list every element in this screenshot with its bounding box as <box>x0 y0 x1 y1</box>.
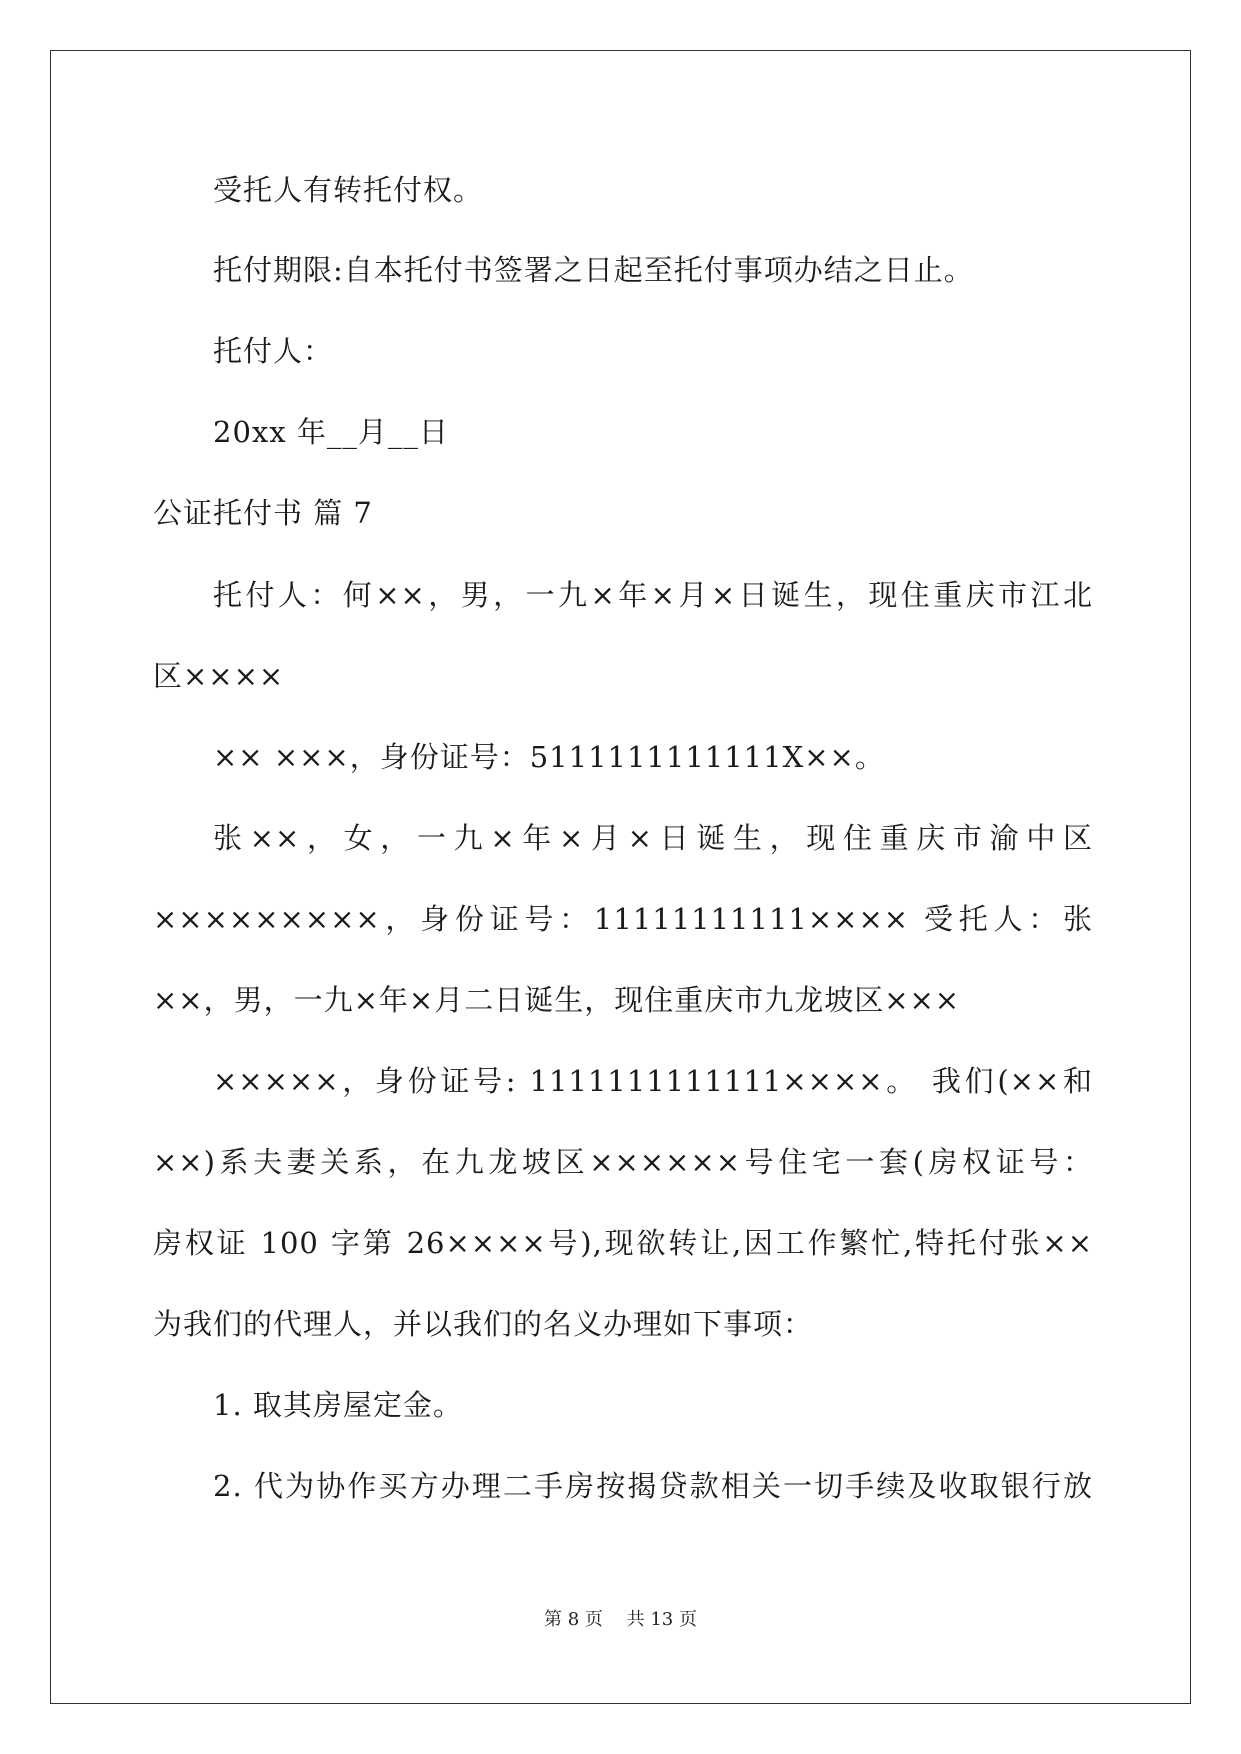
section-heading: 公证托付书 篇 7 <box>153 496 373 530</box>
text-line: 托付人： <box>213 334 334 368</box>
text-line: ×××××××××，身份证号：11111111111×××× 受托人：张 <box>153 902 1093 936</box>
page-border <box>50 50 1191 1704</box>
text-line: ××，男，一九×年×月二日诞生，现住重庆市九龙坡区××× <box>153 983 961 1017</box>
text-line: 区×××× <box>153 659 285 693</box>
page-number: 第 8 页 共 13 页 <box>544 1609 697 1630</box>
text-line: 张××，女，一九×年×月×日诞生，现住重庆市渝中区 <box>213 821 1093 855</box>
list-item: 2. 代为协作买方办理二手房按揭贷款相关一切手续及收取银行放 <box>213 1469 1093 1503</box>
text-line: ×××××，身份证号: 1111111111111××××。 我们(××和 <box>213 1064 1093 1098</box>
text-line: 受托人有转托付权。 <box>213 173 484 207</box>
text-line: 托付人：何××，男，一九×年×月×日诞生，现住重庆市江北 <box>213 578 1093 612</box>
text-line: 托付期限:自本托付书签署之日起至托付事项办结之日止。 <box>213 253 974 287</box>
text-line: ××)系夫妻关系，在九龙坡区××××××号住宅一套(房权证号： <box>153 1145 1093 1179</box>
text-line: ×× ×××，身份证号：5111111111111X××。 <box>213 740 885 774</box>
text-line: 为我们的代理人，并以我们的名义办理如下事项： <box>153 1307 814 1341</box>
text-line: 房权证 100 字第 26××××号),现欲转让,因工作繁忙,特托付张×× <box>153 1226 1093 1260</box>
list-item: 1. 取其房屋定金。 <box>213 1388 463 1422</box>
text-line: 20xx 年__月__日 <box>213 415 449 449</box>
